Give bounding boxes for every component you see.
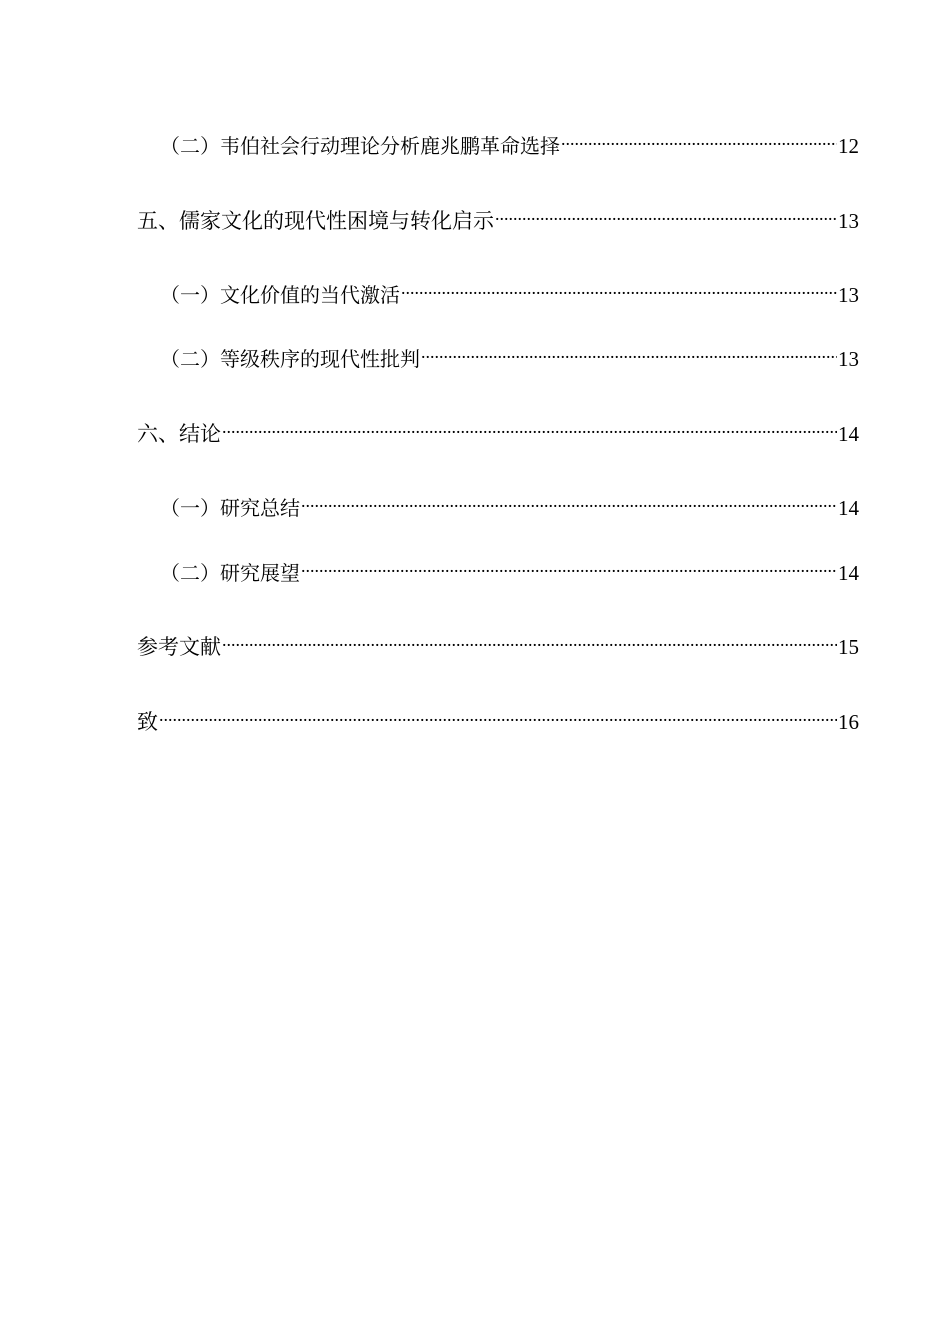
toc-entry-title: 参考文献 [137,635,221,659]
toc-entry-page: 12 [838,134,859,158]
toc-entry[interactable] [160,277,859,313]
toc-entry[interactable] [137,704,859,740]
toc-entry-page: 14 [838,496,859,520]
toc-leader-dots [301,560,837,580]
toc-leader-dots [222,634,837,654]
toc-entry-title: （二）韦伯社会行动理论分析鹿兆鹏革命选择 [160,134,560,158]
toc-entry[interactable] [137,203,859,239]
toc-entry-title: （一）文化价值的当代激活 [160,283,400,307]
toc-entry-page: 14 [838,561,859,585]
toc-leader-dots [222,421,837,441]
toc-leader-dots [561,133,837,153]
toc-entry-page: 14 [838,422,859,446]
toc-entry-title: （二）研究展望 [160,561,300,585]
toc-entry-title: （二）等级秩序的现代性批判 [160,347,420,371]
toc-leader-dots [495,208,837,228]
toc-leader-dots [159,709,837,729]
toc-leader-dots [401,282,837,302]
toc-entry-page: 15 [838,635,859,659]
toc-entry[interactable] [160,341,859,377]
toc-leader-dots [301,495,837,515]
toc-leader-dots [421,346,837,366]
toc-entry-page: 13 [838,283,859,307]
toc-entry-page: 13 [838,347,859,371]
toc-entry[interactable] [137,629,859,665]
toc-entry[interactable] [160,128,859,164]
toc-entry-page: 16 [838,710,859,734]
toc-entry-title: 五、儒家文化的现代性困境与转化启示 [137,209,494,233]
toc-entry-title: 六、结论 [137,422,221,446]
toc-entry-title: （一）研究总结 [160,496,300,520]
toc-entry[interactable] [137,416,859,452]
toc-entry[interactable] [160,490,859,526]
toc-entry-title: 致 [137,710,158,734]
toc-entry-page: 13 [838,209,859,233]
toc-entry[interactable] [160,555,859,591]
